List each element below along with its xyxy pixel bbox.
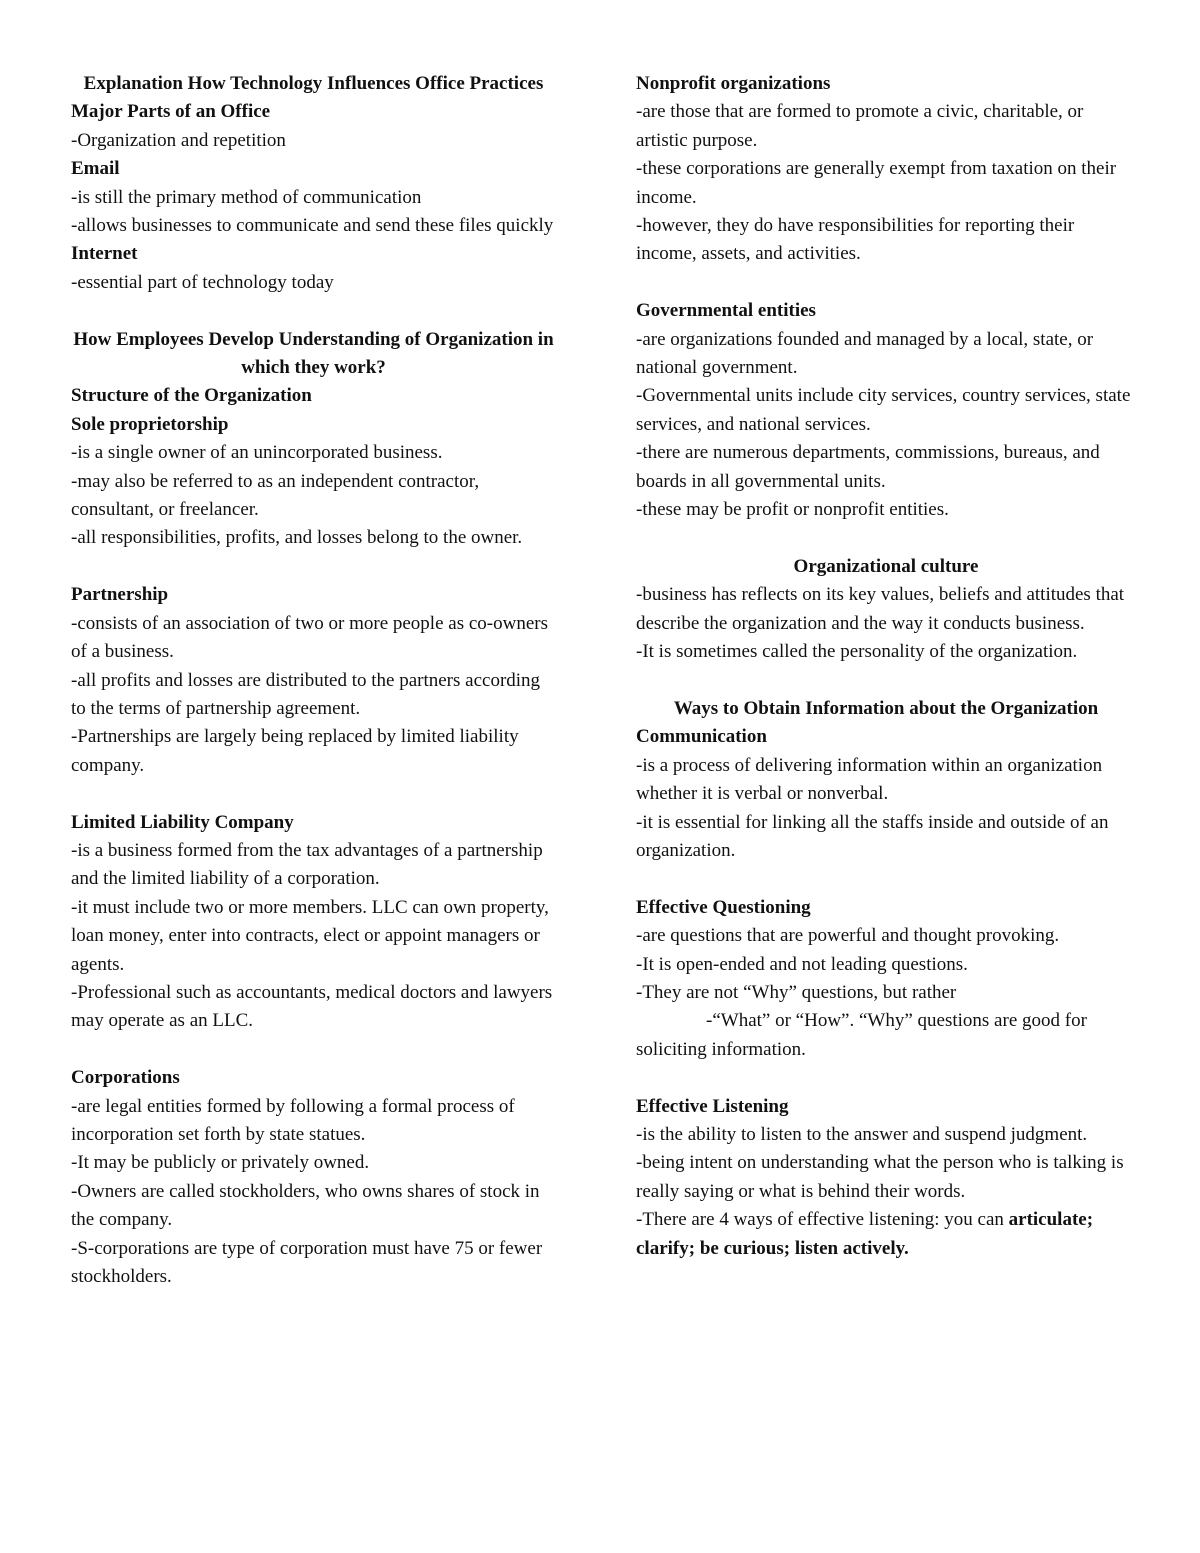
governmental-heading: Governmental entities <box>636 300 816 322</box>
spacer <box>636 1064 1136 1092</box>
spacer <box>71 297 556 325</box>
governmental-line: -are organizations founded and managed by a local, state, or national government. <box>636 328 1098 379</box>
email-line: -is still the primary method of communication <box>71 186 422 208</box>
structure-heading: Structure of the Organization <box>71 385 312 407</box>
nonprofit-heading: Nonprofit organizations <box>636 73 831 94</box>
employees-title: How Employees Develop Understanding of Organization in which they work? <box>73 328 559 379</box>
email-heading: Email <box>71 158 120 180</box>
partnership-line: -all profits and losses are distributed to the partners according to the terms of partnership agreement. <box>71 669 545 719</box>
email-line: -allows businesses to communicate and send these files quickly <box>71 215 554 237</box>
communication-line: -is a process of delivering information within an organization whether it is verbal or nonverbal. <box>636 754 1107 805</box>
ways-heading: Ways to Obtain Information about the Organization <box>673 697 1099 719</box>
nonprofit-line: -are those that are formed to promote a civic, charitable, or artistic purpose. <box>636 101 1089 151</box>
spacer <box>636 524 1136 552</box>
spacer <box>71 553 556 581</box>
governmental-line: -Governmental units include city services, country services, state services, and national services. <box>636 385 1136 435</box>
partnership-heading: Partnership <box>71 584 169 606</box>
questioning-line: -They are not “Why” questions, but rather <box>636 981 957 1003</box>
corporations-heading: Corporations <box>71 1067 180 1089</box>
questioning-line: -“What” or “How”. “Why” questions are good for soliciting information. <box>636 1010 1092 1060</box>
spacer <box>71 780 556 808</box>
left-column <box>71 70 559 1291</box>
questioning-line: -It is open-ended and not leading questions. <box>636 953 968 975</box>
governmental-line: -these may be profit or nonprofit entities. <box>636 499 949 521</box>
internet-line: -essential part of technology today <box>71 271 334 293</box>
major-parts-text: -Organization and repetition <box>71 129 286 151</box>
listening-heading: Effective Listening <box>636 1095 789 1117</box>
spacer <box>636 865 1136 893</box>
governmental-line: -there are numerous departments, commissions, bureaus, and boards in all governmental units. <box>636 442 1105 492</box>
listening-line: -is the ability to listen to the answer and suspend judgment. <box>636 1123 1088 1145</box>
corporations-line: -It may be publicly or privately owned. <box>71 1152 370 1174</box>
llc-heading: Limited Liability Company <box>71 811 294 833</box>
document-title: Explanation How Technology Influences Office Practices <box>83 73 544 94</box>
questioning-heading: Effective Questioning <box>636 896 811 918</box>
major-parts-heading: Major Parts of an Office <box>71 101 271 123</box>
internet-heading: Internet <box>71 243 138 265</box>
listening-line-text: -There are 4 ways of effective listening: you can <box>636 1209 1004 1231</box>
culture-heading: Organizational culture <box>793 555 979 577</box>
listening-ways-emphasis: articulate; clarify; be curious; listen actively. <box>636 1209 1098 1259</box>
spacer <box>636 667 1136 695</box>
communication-heading: Communication <box>636 726 767 748</box>
culture-line: -It is sometimes called the personality of the organization. <box>636 641 1078 663</box>
listening-line <box>636 1206 1136 1263</box>
llc-line: -it must include two or more members. LLC can own property, loan money, enter into contracts, elect or appoint managers or agents. <box>71 896 554 975</box>
spacer <box>636 269 1136 297</box>
corporations-line: -S-corporations are type of corporation must have 75 or fewer stockholders. <box>71 1237 547 1287</box>
questioning-line: -are questions that are powerful and thought provoking. <box>636 925 1060 947</box>
corporations-line: -are legal entities formed by following a formal process of incorporation set forth by state statues. <box>71 1095 520 1145</box>
sole-line: -all responsibilities, profits, and losses belong to the owner. <box>71 527 523 549</box>
communication-line: -it is essential for linking all the staffs inside and outside of an organization. <box>636 811 1114 861</box>
spacer <box>71 1036 556 1064</box>
right-column <box>636 70 1136 1263</box>
sole-proprietorship-heading: Sole proprietorship <box>71 413 229 435</box>
sole-line: -may also be referred to as an independent contractor, consultant, or freelancer. <box>71 470 484 521</box>
culture-line: -business has reflects on its key values, beliefs and attitudes that describe the organization and the way it conducts business. <box>636 584 1129 634</box>
nonprofit-line: -these corporations are generally exempt from taxation on their income. <box>636 158 1121 208</box>
corporations-line: -Owners are called stockholders, who owns shares of stock in the company. <box>71 1180 545 1231</box>
nonprofit-line: -however, they do have responsibilities for reporting their income, assets, and activities. <box>636 215 1079 265</box>
llc-line: -is a business formed from the tax advantages of a partnership and the limited liability of a corporation. <box>71 839 548 890</box>
llc-line: -Professional such as accountants, medical doctors and lawyers may operate as an LLC. <box>71 981 557 1032</box>
sole-line: -is a single owner of an unincorporated business. <box>71 442 443 464</box>
partnership-line: -Partnerships are largely being replaced by limited liability company. <box>71 726 524 776</box>
partnership-line: -consists of an association of two or more people as co-owners of a business. <box>71 612 553 663</box>
listening-line: -being intent on understanding what the person who is talking is really saying or what is behind their words. <box>636 1152 1129 1202</box>
